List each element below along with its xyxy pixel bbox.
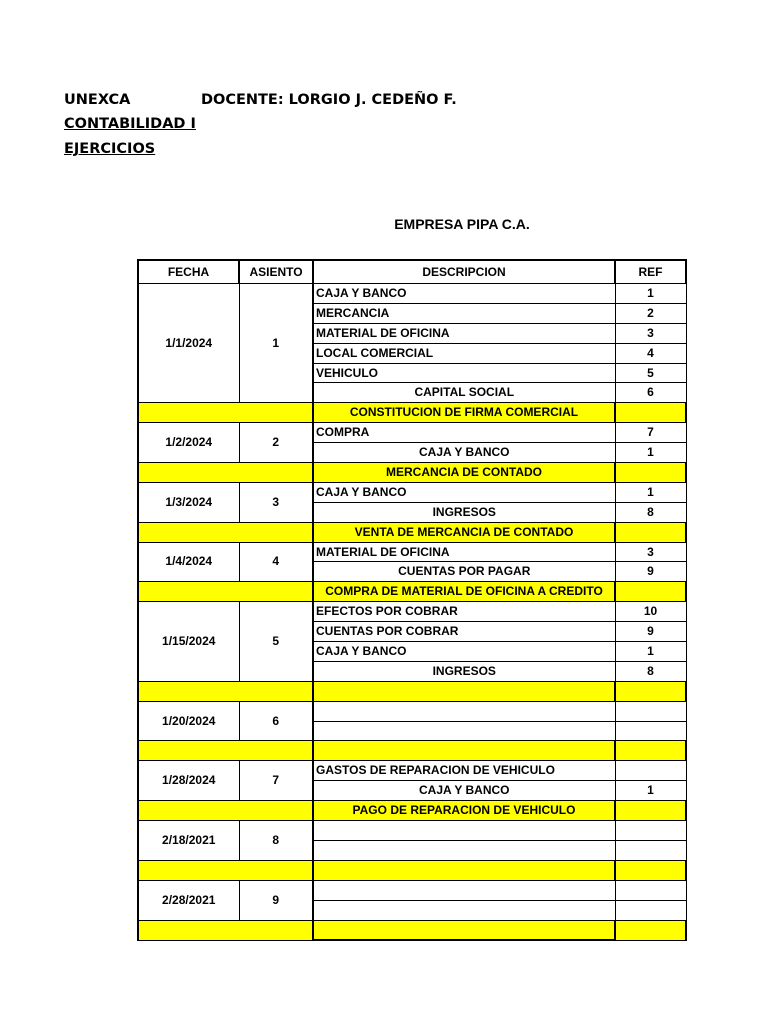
entry-account bbox=[313, 900, 615, 920]
table-row bbox=[138, 761, 686, 781]
concept-row bbox=[138, 463, 686, 483]
entry-ref: 1 bbox=[615, 642, 686, 662]
entry-number: 4 bbox=[239, 542, 313, 582]
entry-ref bbox=[615, 721, 686, 741]
concept-row bbox=[138, 681, 686, 701]
concept-row bbox=[138, 741, 686, 761]
entry-account: CAJA Y BANCO bbox=[313, 781, 615, 801]
entry-date: 2/18/2021 bbox=[138, 821, 239, 861]
entry-account: CUENTAS POR COBRAR bbox=[313, 622, 615, 642]
entry-ref bbox=[615, 900, 686, 920]
entry-date: 1/20/2024 bbox=[138, 701, 239, 741]
entry-date: 2/28/2021 bbox=[138, 880, 239, 920]
entry-account: COMPRA bbox=[313, 423, 615, 443]
course-title: CONTABILIDAD I bbox=[64, 116, 196, 132]
entry-ref: 8 bbox=[615, 502, 686, 522]
entry-concept: MERCANCIA DE CONTADO bbox=[313, 463, 615, 483]
entry-number: 8 bbox=[239, 821, 313, 861]
entry-ref bbox=[615, 761, 686, 781]
entry-account bbox=[313, 701, 615, 721]
concept-spacer bbox=[138, 741, 313, 761]
teacher-name: DOCENTE: LORGIO J. CEDEÑO F. bbox=[201, 92, 457, 108]
entry-date: 1/3/2024 bbox=[138, 482, 239, 522]
column-header-descripcion: DESCRIPCION bbox=[313, 260, 615, 284]
column-header-asiento: ASIENTO bbox=[239, 260, 313, 284]
concept-spacer bbox=[138, 403, 313, 423]
entry-ref: 1 bbox=[615, 781, 686, 801]
table-row bbox=[138, 284, 686, 304]
entry-account: MATERIAL DE OFICINA bbox=[313, 542, 615, 562]
entry-account: INGRESOS bbox=[313, 502, 615, 522]
entry-account: EFECTOS POR COBRAR bbox=[313, 602, 615, 622]
concept-ref-spacer bbox=[615, 403, 686, 423]
entry-ref bbox=[615, 840, 686, 860]
column-header-fecha: FECHA bbox=[138, 260, 239, 284]
entry-ref: 4 bbox=[615, 343, 686, 363]
entry-account: CAJA Y BANCO bbox=[313, 443, 615, 463]
entry-ref: 5 bbox=[615, 363, 686, 383]
table-row bbox=[138, 821, 686, 841]
entry-account: MERCANCIA bbox=[313, 303, 615, 323]
entry-number: 2 bbox=[239, 423, 313, 463]
entry-ref: 3 bbox=[615, 323, 686, 343]
entry-account bbox=[313, 840, 615, 860]
entry-account: LOCAL COMERCIAL bbox=[313, 343, 615, 363]
concept-spacer bbox=[138, 582, 313, 602]
concept-row bbox=[138, 582, 686, 602]
school-name: UNEXCA bbox=[64, 92, 131, 108]
entry-concept: CONSTITUCION DE FIRMA COMERCIAL bbox=[313, 403, 615, 423]
table-header-row bbox=[138, 260, 686, 284]
table-row bbox=[138, 701, 686, 721]
table-row bbox=[138, 423, 686, 443]
concept-row bbox=[138, 403, 686, 423]
concept-ref-spacer bbox=[615, 920, 686, 940]
entry-concept bbox=[313, 681, 615, 701]
concept-spacer bbox=[138, 920, 313, 940]
entry-ref: 7 bbox=[615, 423, 686, 443]
entry-account bbox=[313, 821, 615, 841]
concept-ref-spacer bbox=[615, 582, 686, 602]
concept-ref-spacer bbox=[615, 741, 686, 761]
entry-ref bbox=[615, 821, 686, 841]
entry-account: CUENTAS POR PAGAR bbox=[313, 562, 615, 582]
table-row bbox=[138, 542, 686, 562]
entry-number: 9 bbox=[239, 880, 313, 920]
concept-ref-spacer bbox=[615, 860, 686, 880]
concept-spacer bbox=[138, 860, 313, 880]
concept-ref-spacer bbox=[615, 463, 686, 483]
table-row bbox=[138, 880, 686, 900]
entry-concept: COMPRA DE MATERIAL DE OFICINA A CREDITO bbox=[313, 582, 615, 602]
entry-ref: 6 bbox=[615, 383, 686, 403]
concept-ref-spacer bbox=[615, 522, 686, 542]
entry-concept bbox=[313, 860, 615, 880]
concept-row bbox=[138, 801, 686, 821]
concept-row bbox=[138, 522, 686, 542]
table-row bbox=[138, 482, 686, 502]
entry-account bbox=[313, 721, 615, 741]
entry-concept bbox=[313, 920, 615, 940]
journal-table bbox=[137, 259, 687, 941]
entry-concept bbox=[313, 741, 615, 761]
entry-number: 3 bbox=[239, 482, 313, 522]
concept-spacer bbox=[138, 522, 313, 542]
entry-ref: 1 bbox=[615, 482, 686, 502]
concept-spacer bbox=[138, 463, 313, 483]
entry-number: 1 bbox=[239, 284, 313, 403]
section-title: EJERCICIOS bbox=[64, 141, 156, 157]
entry-account: GASTOS DE REPARACION DE VEHICULO bbox=[313, 761, 615, 781]
concept-spacer bbox=[138, 681, 313, 701]
entry-ref: 8 bbox=[615, 661, 686, 681]
concept-ref-spacer bbox=[615, 801, 686, 821]
concept-row bbox=[138, 860, 686, 880]
concept-ref-spacer bbox=[615, 681, 686, 701]
entry-number: 7 bbox=[239, 761, 313, 801]
entry-concept: PAGO DE REPARACION DE VEHICULO bbox=[313, 801, 615, 821]
entry-ref bbox=[615, 701, 686, 721]
entry-account bbox=[313, 880, 615, 900]
entry-ref bbox=[615, 880, 686, 900]
entry-ref: 1 bbox=[615, 284, 686, 304]
company-name: EMPRESA PIPA C.A. bbox=[394, 216, 530, 232]
entry-account: VEHICULO bbox=[313, 363, 615, 383]
entry-ref: 9 bbox=[615, 622, 686, 642]
entry-account: MATERIAL DE OFICINA bbox=[313, 323, 615, 343]
entry-account: CAPITAL SOCIAL bbox=[313, 383, 615, 403]
entry-date: 1/1/2024 bbox=[138, 284, 239, 403]
entry-date: 1/2/2024 bbox=[138, 423, 239, 463]
entry-account: CAJA Y BANCO bbox=[313, 284, 615, 304]
entry-number: 6 bbox=[239, 701, 313, 741]
entry-number: 5 bbox=[239, 602, 313, 682]
journal-body bbox=[138, 284, 686, 941]
entry-ref: 1 bbox=[615, 443, 686, 463]
entry-date: 1/4/2024 bbox=[138, 542, 239, 582]
concept-row bbox=[138, 920, 686, 940]
entry-ref: 3 bbox=[615, 542, 686, 562]
table-row bbox=[138, 602, 686, 622]
entry-account: CAJA Y BANCO bbox=[313, 482, 615, 502]
entry-concept: VENTA DE MERCANCIA DE CONTADO bbox=[313, 522, 615, 542]
column-header-ref: REF bbox=[615, 260, 686, 284]
entry-date: 1/28/2024 bbox=[138, 761, 239, 801]
concept-spacer bbox=[138, 801, 313, 821]
entry-account: CAJA Y BANCO bbox=[313, 642, 615, 662]
entry-date: 1/15/2024 bbox=[138, 602, 239, 682]
entry-ref: 10 bbox=[615, 602, 686, 622]
entry-account: INGRESOS bbox=[313, 661, 615, 681]
entry-ref: 9 bbox=[615, 562, 686, 582]
entry-ref: 2 bbox=[615, 303, 686, 323]
